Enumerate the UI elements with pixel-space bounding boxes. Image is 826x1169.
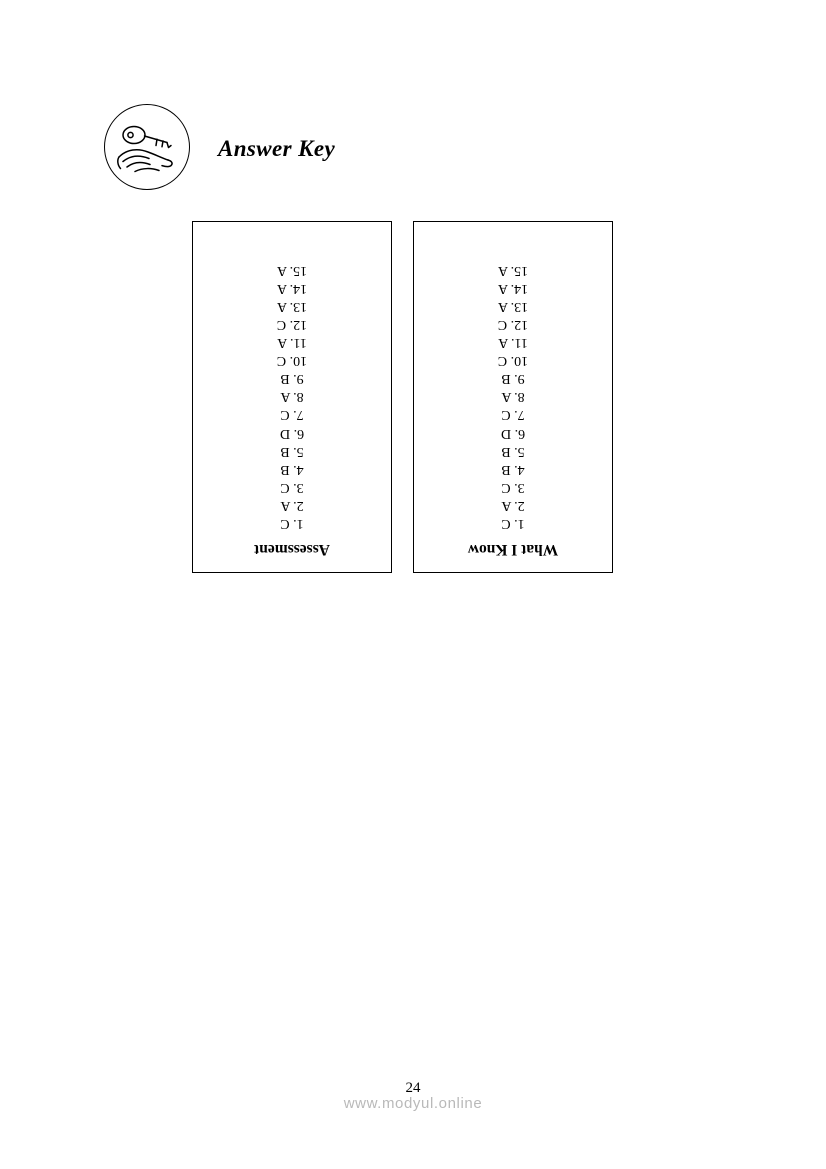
list-item: 1. C [280, 516, 304, 531]
list-item: 11. A [277, 335, 307, 351]
list-item: 12. C [497, 316, 529, 332]
list-item: 8. A [501, 389, 525, 405]
list-item: 13. A [276, 298, 308, 314]
answer-box-title: Assessment [254, 541, 330, 558]
list-item: 12. C [276, 316, 308, 332]
list-item: 6. D [279, 425, 305, 441]
page-number: 24 [405, 1080, 421, 1096]
answer-box-what-i-know [413, 221, 613, 573]
watermark: www.modyul.online [343, 1095, 483, 1112]
list-item: 14. A [276, 280, 308, 296]
list-item: 10. C [497, 353, 529, 369]
list-item: 13. A [497, 298, 529, 314]
answer-key-boxes [192, 221, 613, 573]
list-item: 11. A [498, 335, 528, 351]
list-item: 14. A [497, 280, 529, 296]
list-item: 5. B [501, 443, 525, 459]
list-item: 7. C [280, 407, 304, 423]
answer-box-title: What I Know [467, 541, 559, 558]
list-item: 6. D [500, 425, 526, 441]
answer-box-assessment [192, 221, 392, 573]
list-item: 7. C [501, 407, 525, 423]
page-title: Answer Key [218, 136, 336, 161]
answer-list-what-i-know [498, 261, 528, 532]
list-item: 15. A [497, 262, 529, 278]
answer-key-header [104, 104, 604, 190]
list-item: 5. B [280, 443, 304, 459]
key-in-hand-icon [104, 104, 190, 190]
list-item: 8. A [280, 389, 304, 405]
list-item: 15. A [276, 262, 308, 278]
list-item: 2. A [280, 497, 304, 513]
list-item: 4. B [501, 461, 525, 477]
list-item: 2. A [501, 497, 525, 513]
list-item: 3. C [280, 479, 304, 495]
list-item: 1. C [501, 516, 525, 531]
list-item: 10. C [276, 353, 308, 369]
list-item: 3. C [501, 479, 525, 495]
list-item: 4. B [280, 461, 304, 477]
list-item: 9. B [501, 371, 525, 387]
list-item: 9. B [280, 371, 304, 387]
answer-list-assessment [277, 261, 307, 532]
